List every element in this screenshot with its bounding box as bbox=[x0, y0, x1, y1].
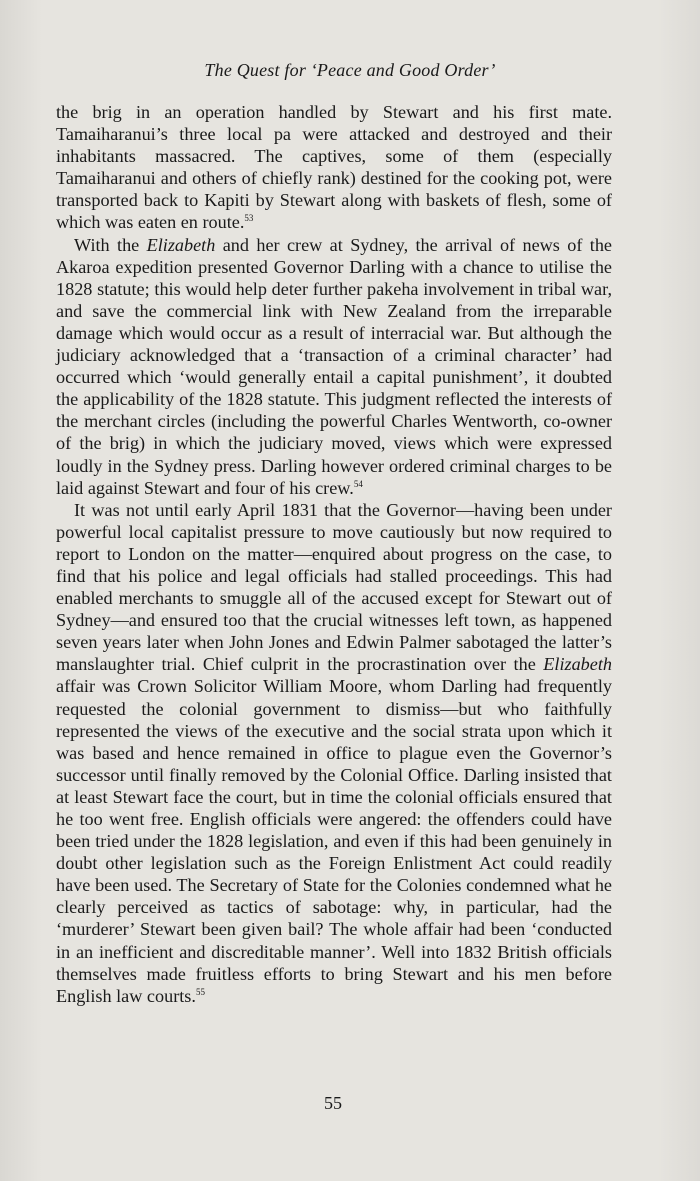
paragraph-2 bbox=[56, 234, 612, 499]
paragraph-1-text: the brig in an operation handled by Stewart and his first mate. Tamaiharanui’s three local pa were attacked and destroyed and their inhabitants massacred. The captives, some of them (especially Tamaiharanui and others of chiefly rank) destined for the cooking pot, were transported back to Kapiti by Stewart along with baskets of flesh, some of which was eaten en route. bbox=[56, 102, 612, 233]
running-header: The Quest for ‘Peace and Good Order’ bbox=[204, 60, 496, 80]
ship-name-elizabeth-2: Elizabeth bbox=[543, 654, 612, 675]
page-number: 55 bbox=[324, 1093, 342, 1113]
paragraph-2-text: and her crew at Sydney, the arrival of news of the Akaroa expedition presented Governor Darling with a chance to utilise the 1828 statute; this would help deter further pakeha involvement in tribal war, and save the commercial link with New Zealand from the irreparable damage which would occur as a result of interracial war. But although the judiciary acknowledged that a ‘transaction of a criminal character’ had occurred which ‘would generally entail a capital punishment’, it doubted the applicability of the 1828 statute. This judgment reflected the interests of the merchant circles (including the powerful Charles Wentworth, co-owner of the brig) in which the judiciary moved, views which were expressed loudly in the Sydney press. Darling however ordered criminal charges to be laid against Stewart and four of his crew. bbox=[56, 234, 612, 498]
footnote-ref-54[interactable]: 54 bbox=[353, 478, 363, 489]
ship-name-elizabeth: Elizabeth bbox=[146, 234, 216, 255]
paragraph-3-text-b: affair was Crown Solicitor William Moore, whom Darling had frequently requested the colonial government to dismiss—but who faithfully represented the views of the executive and the social strata upon which it was based and hence remained in office to plague even the Governor’s successor until finally removed by the Colonial Office. Darling insisted that at least Stewart face the court, but in time the colonial officials ensured that he too went free. English officials were angered: the offenders could have been tried under the 1828 legislation, and even if this had been genuinely in doubt other legislation such as the Foreign Enlistment Act could readily have been used. The Secretary of State for the Colonies condemned what he clearly perceived as tactics of sabotage: why, in particular, had the ‘murderer’ Stewart been given bail? The whole affair had been ‘conducted in an inefficient and discreditable manner’. Well into 1832 British officials themselves made fruitless efforts to bring Stewart and his men before English law courts. bbox=[56, 676, 612, 1006]
body-text bbox=[56, 101, 612, 1007]
paragraph-3 bbox=[56, 499, 612, 1007]
paragraph-1 bbox=[56, 101, 612, 234]
footnote-ref-55[interactable]: 55 bbox=[195, 986, 205, 997]
footnote-ref-53[interactable]: 53 bbox=[244, 213, 254, 224]
paragraph-3-text-a: It was not until early April 1831 that the Governor—having been under powerful local capitalist pressure to move cautiously but now required to report to London on the matter—enquired about progress on the case, to find that his police and legal officials had stalled proceedings. This had enabled merchants to smuggle all of the accused except for Stewart out of Sydney—and ensured too that the crucial witnesses left town, as happened seven years later when John Jones and Edwin Palmer sabotaged the latter’s manslaughter trial. Chief culprit in the procrastination over the bbox=[56, 499, 612, 675]
paragraph-2-lead: With the bbox=[74, 234, 147, 255]
